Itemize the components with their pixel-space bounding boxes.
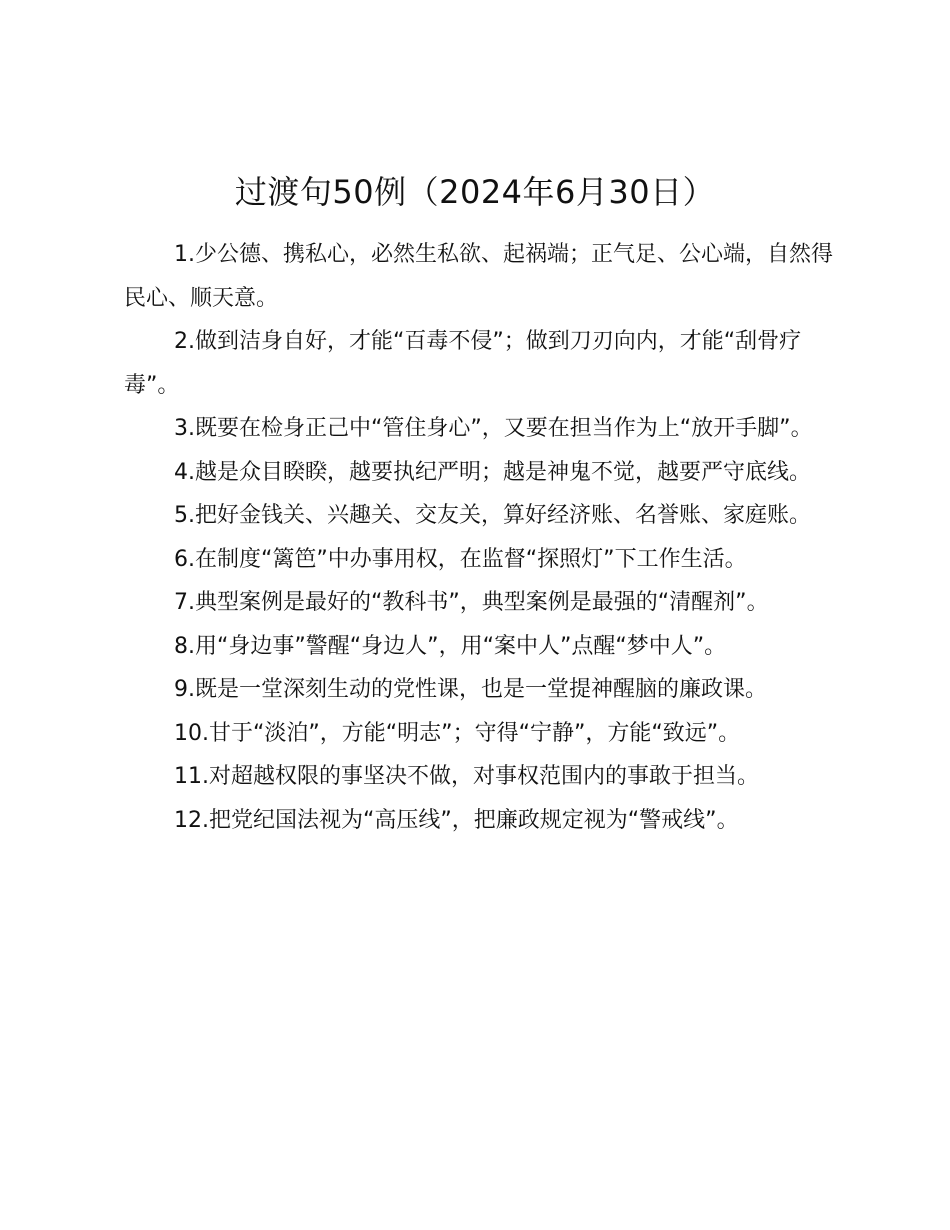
paragraph-2: 2.做到洁身自好，才能“百毒不侵”；做到刀刃向内，才能“刮骨疗毒”。 [124,329,802,398]
paragraph-12: 12.把党纪国法视为“高压线”，把廉政规定视为“警戒线”。 [174,807,739,833]
paragraph-10: 10.甘于“淡泊”，方能“明志”；守得“宁静”，方能“致远”。 [174,720,741,746]
paragraph-9: 9.既是一堂深刻生动的党性课，也是一堂提神醒脑的廉政课。 [174,677,767,702]
paragraph-4: 4.越是众目睽睽，越要执纪严明；越是神鬼不觉，越要严守底线。 [174,459,811,485]
paragraph-3: 3.既要在检身正己中“管住身心”，又要在担当作为上“放开手脚”。 [174,416,813,441]
paragraph-7: 7.典型案例是最好的“教科书”，典型案例是最强的“清醒剂”。 [174,590,769,615]
paragraph-8: 8.用“身边事”警醒“身边人”，用“案中人”点醒“梦中人”。 [174,633,727,659]
document-title: 过渡句50例（2024年6月30日） [234,173,716,211]
paragraph-5: 5.把好金钱关、兴趣关、交友关，算好经济账、名誉账、家庭账。 [174,503,811,528]
document-body [124,233,834,842]
paragraph-6: 6.在制度“篱笆”中办事用权，在监督“探照灯”下工作生活。 [174,546,747,572]
paragraph-11: 11.对超越权限的事坚决不做，对事权范围内的事敢于担当。 [174,764,759,789]
paragraph-1: 1.少公德、携私心，必然生私欲、起祸端；正气足、公心端，自然得民心、顺天意。 [124,242,833,311]
